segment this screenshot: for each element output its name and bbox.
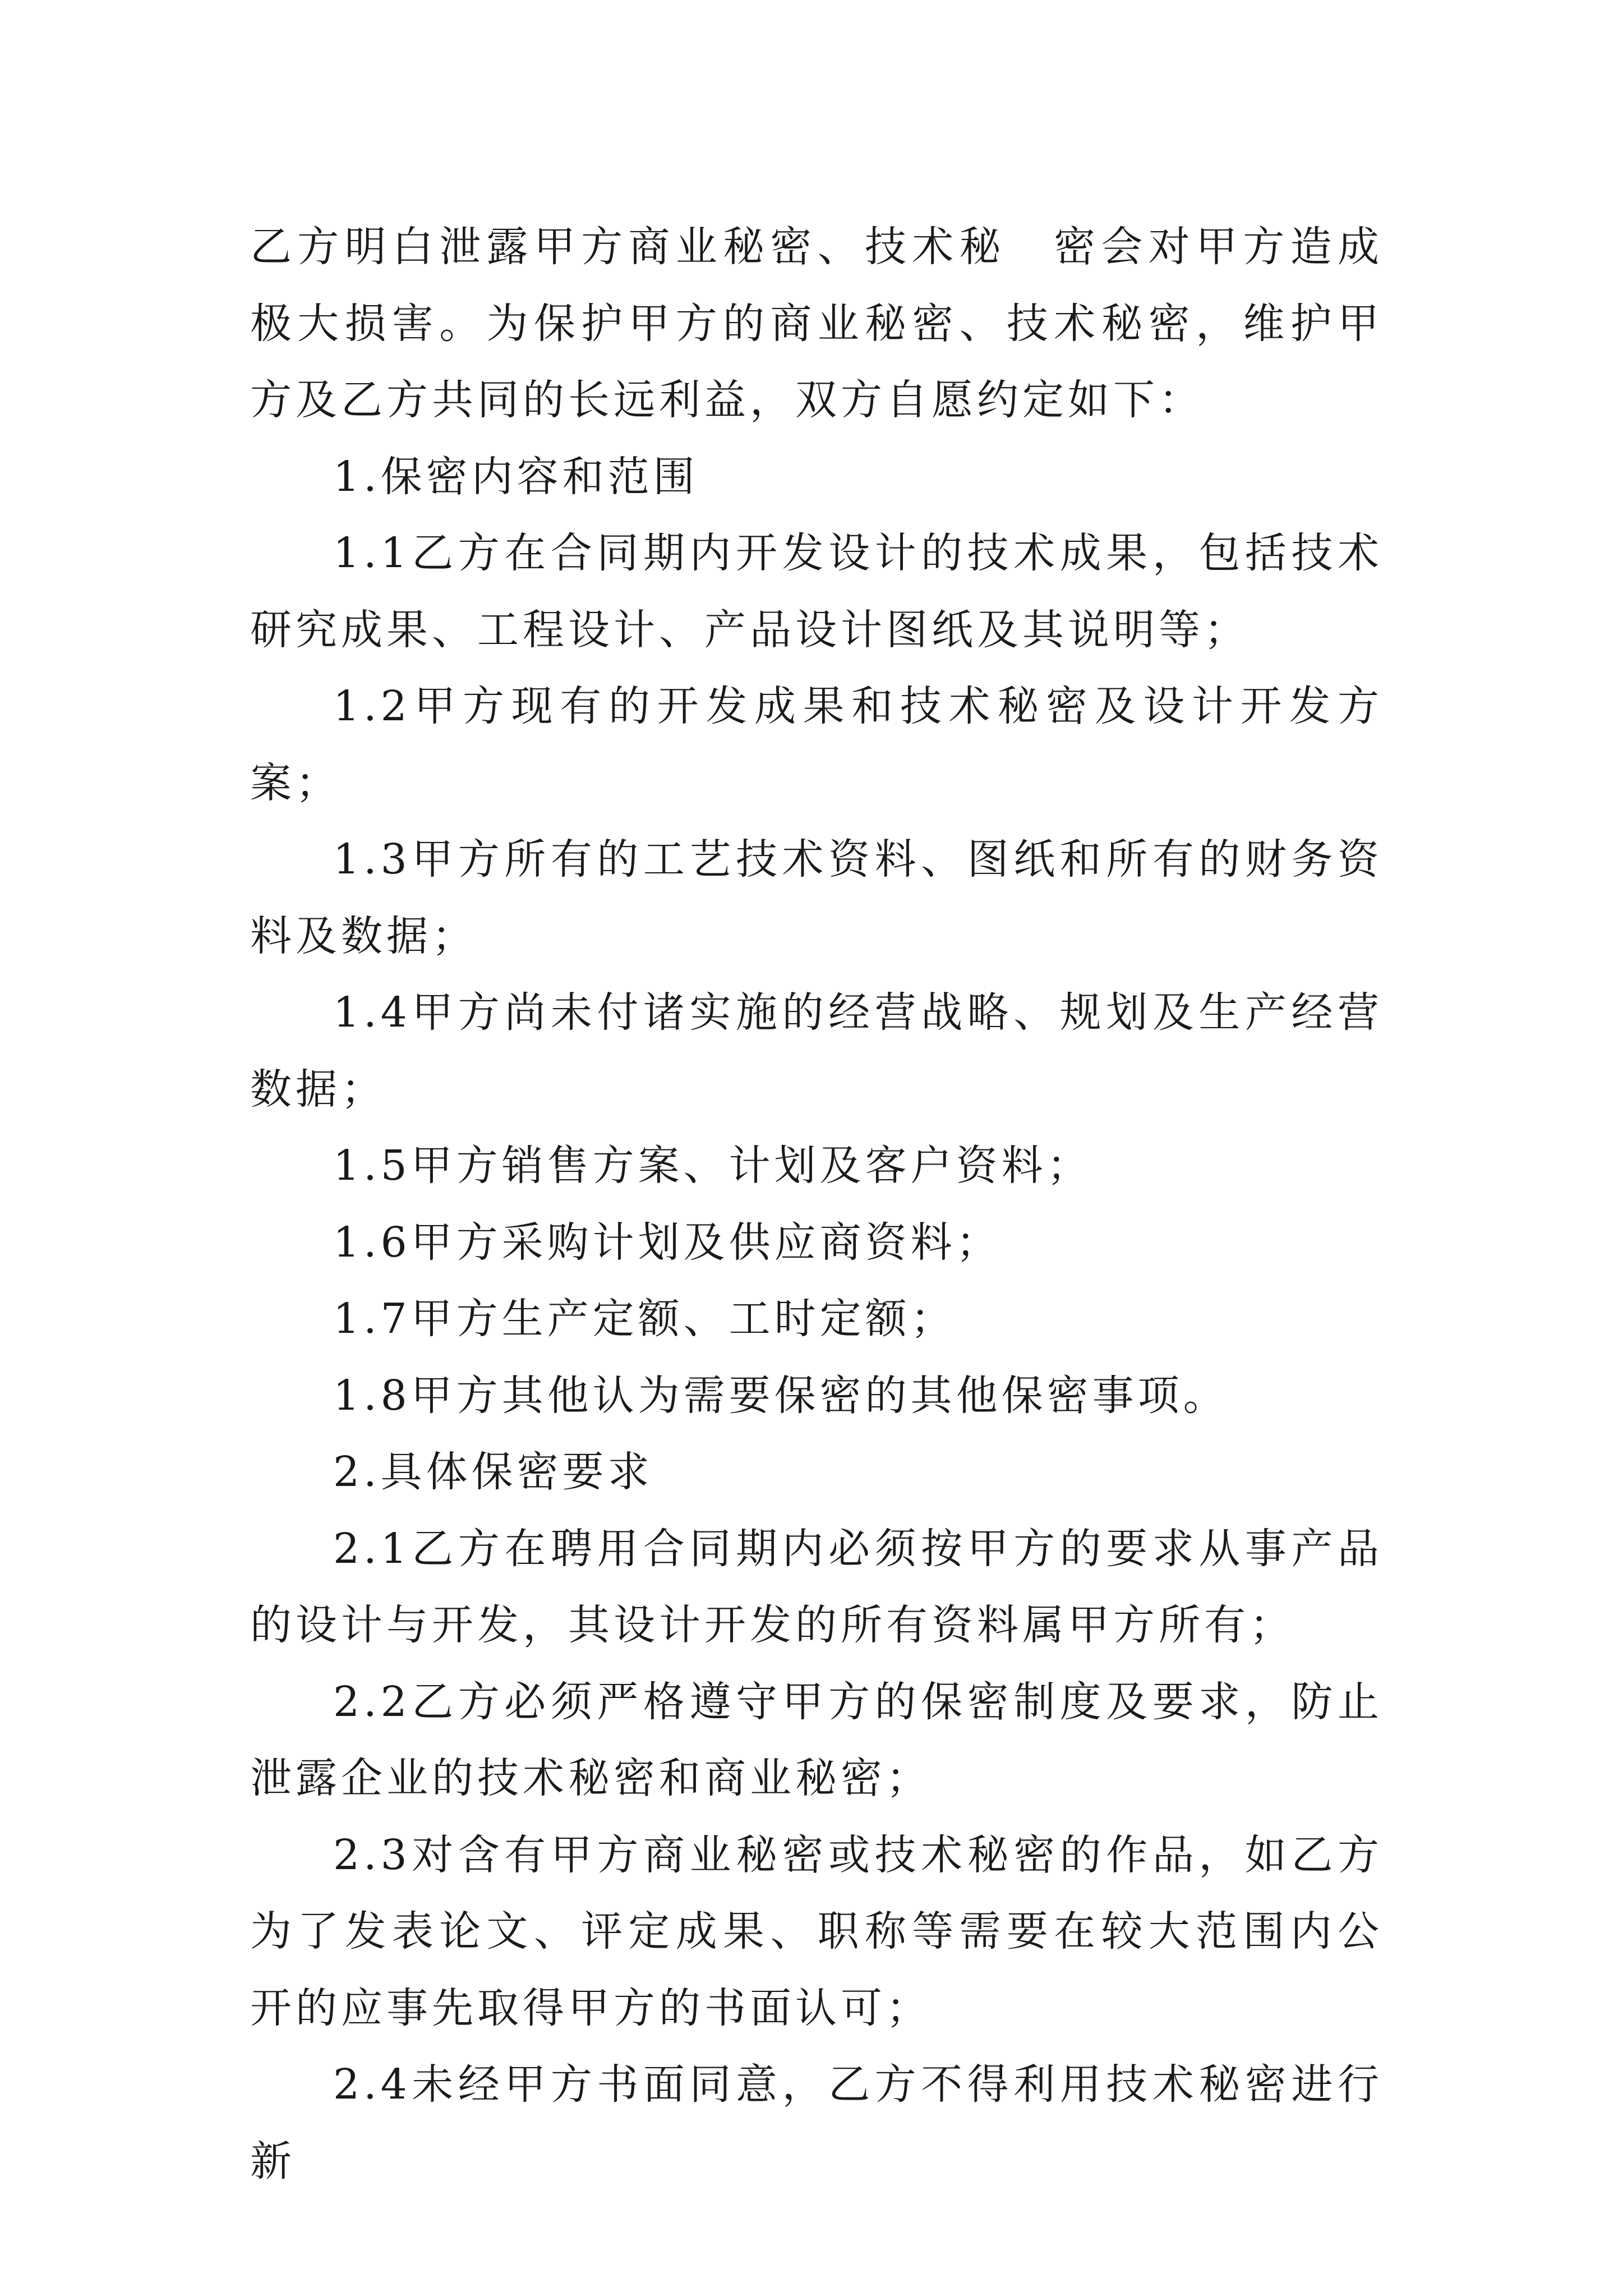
clause-1-4: 1.4甲方尚未付诸实施的经营战略、规划及生产经营数据；	[250, 988, 1383, 1114]
clause-2-1: 2.1乙方在聘用合同期内必须按甲方的要求从事产品的设计与开发，其设计开发的所有资料属甲方所有；	[250, 1524, 1383, 1649]
clause-1-7: 1.7甲方生产定额、工时定额；	[333, 1295, 956, 1343]
clause-2-3: 2.3对含有甲方商业秘密或技术秘密的作品，如乙方为了发表论文、评定成果、职称等需要在较大范围内公开的应事先取得甲方的书面认可；	[250, 1830, 1383, 2032]
clause-1-2: 1.2甲方现有的开发成果和技术秘密及设计开发方案；	[250, 682, 1383, 807]
clause-2-4: 2.4未经甲方书面同意，乙方不得利用技术秘密进行新	[250, 2060, 1383, 2185]
heading-confidential-scope: 1.保密内容和范围	[333, 452, 699, 501]
clause-1-1: 1.1乙方在合同期内开发设计的技术成果，包括技术研究成果、工程设计、产品设计图纸及其说明等；	[250, 529, 1383, 654]
paragraph-intro: 乙方明白泄露甲方商业秘密、技术秘 密会对甲方造成极大损害。为保护甲方的商业秘密、技术秘密，维护甲方及乙方共同的长远利益，双方自愿约定如下：	[250, 223, 1383, 424]
clause-1-5: 1.5甲方销售方案、计划及客户资料；	[333, 1142, 1092, 1190]
clause-1-6: 1.6甲方采购计划及供应商资料；	[333, 1218, 1002, 1267]
clause-1-3: 1.3甲方所有的工艺技术资料、图纸和所有的财务资料及数据；	[250, 835, 1383, 960]
clause-2-2: 2.2乙方必须严格遵守甲方的保密制度及要求，防止泄露企业的技术秘密和商业秘密；	[250, 1677, 1383, 1802]
heading-specific-requirements: 2.具体保密要求	[333, 1448, 653, 1496]
document-body	[250, 209, 1383, 2200]
clause-1-8: 1.8甲方其他认为需要保密的其他保密事项。	[333, 1371, 1229, 1420]
